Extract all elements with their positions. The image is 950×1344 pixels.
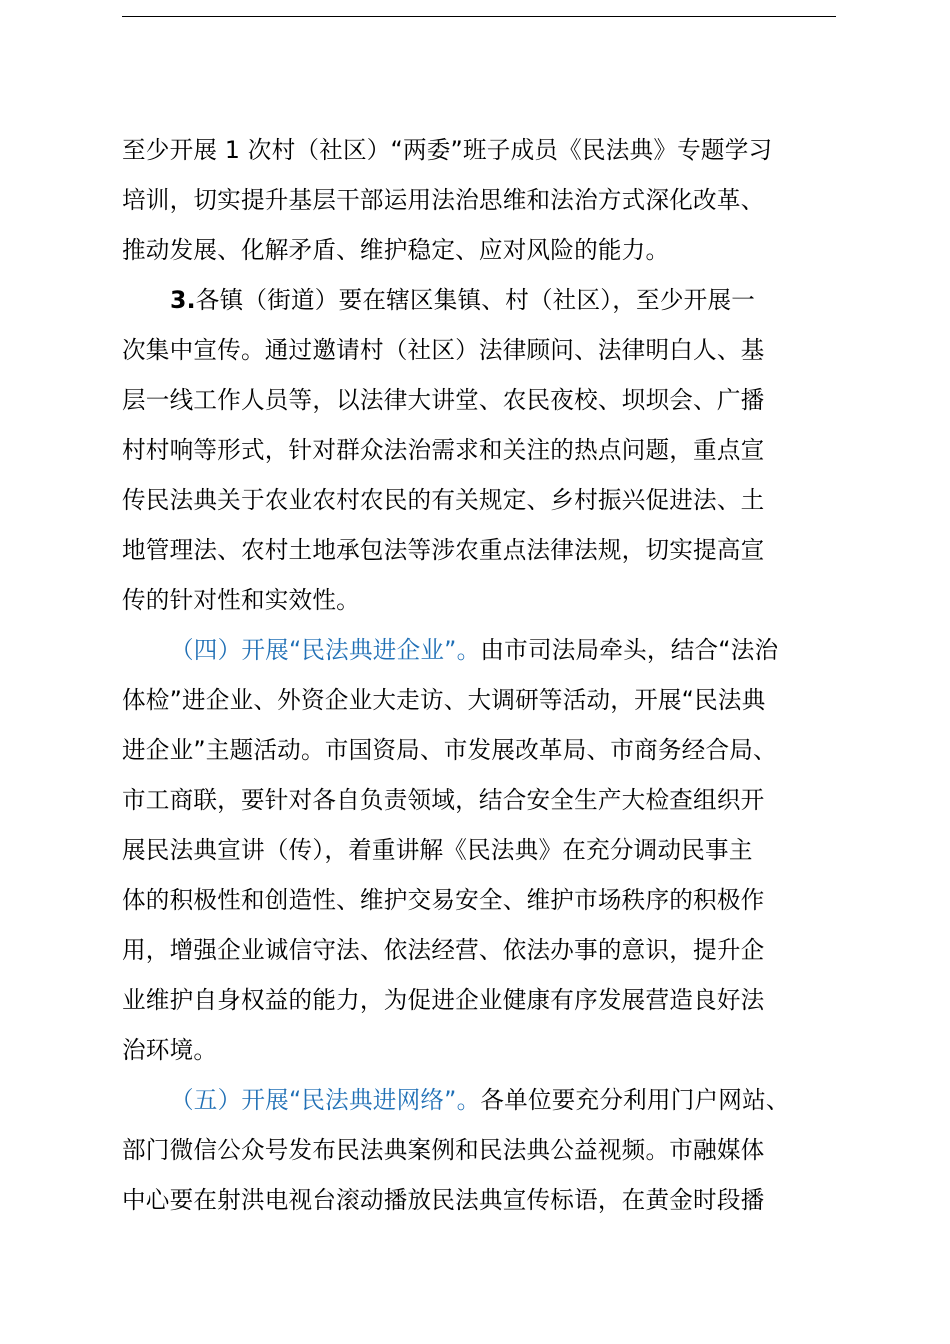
text-line: 地管理法、农村土地承包法等涉农重点法律法规，切实提高宣	[122, 536, 765, 564]
item-number: 3.	[170, 286, 196, 314]
section-heading-line: （五）开展“民法典进网络”。各单位要充分利用门户网站、	[170, 1086, 790, 1114]
text-line: 村村响等形式，针对群众法治需求和关注的热点问题，重点宣	[122, 436, 765, 464]
text-line: 培训，切实提升基层干部运用法治思维和法治方式深化改革、	[122, 186, 765, 214]
section-heading-line: （四）开展“民法典进企业”。由市司法局牵头，结合“法治	[170, 636, 779, 664]
header-rule	[122, 16, 836, 17]
text-line: 推动发展、化解矛盾、维护稳定、应对风险的能力。	[122, 236, 670, 264]
text-line: 展民法典宣讲（传），着重讲解《民法典》在充分调动民事主	[122, 836, 753, 864]
text-line: 次集中宣传。通过邀请村（社区）法律顾问、法律明白人、基	[122, 336, 765, 364]
text-line: 部门微信公众号发布民法典案例和民法典公益视频。市融媒体	[122, 1136, 765, 1164]
text-line: 体检”进企业、外资企业大走访、大调研等活动，开展“民法典	[122, 686, 766, 714]
section-heading: （五）开展“民法典进网络”。	[170, 1086, 481, 1114]
paragraph-start-line: 3.各镇（街道）要在辖区集镇、村（社区），至少开展一	[170, 286, 756, 314]
text-line: 至少开展 1 次村（社区）“两委”班子成员《民法典》专题学习	[122, 136, 773, 164]
text-line: 治环境。	[122, 1036, 218, 1064]
text-line: 用，增强企业诚信守法、依法经营、依法办事的意识，提升企	[122, 936, 765, 964]
text-line: 传的针对性和实效性。	[122, 586, 360, 614]
text-line: 体的积极性和创造性、维护交易安全、维护市场秩序的积极作	[122, 886, 765, 914]
text-line: 业维护自身权益的能力，为促进企业健康有序发展营造良好法	[122, 986, 765, 1014]
document-body	[122, 125, 838, 1225]
text-line: 传民法典关于农业农村农民的有关规定、乡村振兴促进法、土	[122, 486, 765, 514]
text-line: 层一线工作人员等，以法律大讲堂、农民夜校、坝坝会、广播	[122, 386, 765, 414]
section-heading: （四）开展“民法典进企业”。	[170, 636, 481, 664]
text-line: 市工商联，要针对各自负责领域，结合安全生产大检查组织开	[122, 786, 765, 814]
text-line: 进企业”主题活动。市国资局、市发展改革局、市商务经合局、	[122, 736, 777, 764]
text-line: 中心要在射洪电视台滚动播放民法典宣传标语，在黄金时段播	[122, 1186, 765, 1214]
